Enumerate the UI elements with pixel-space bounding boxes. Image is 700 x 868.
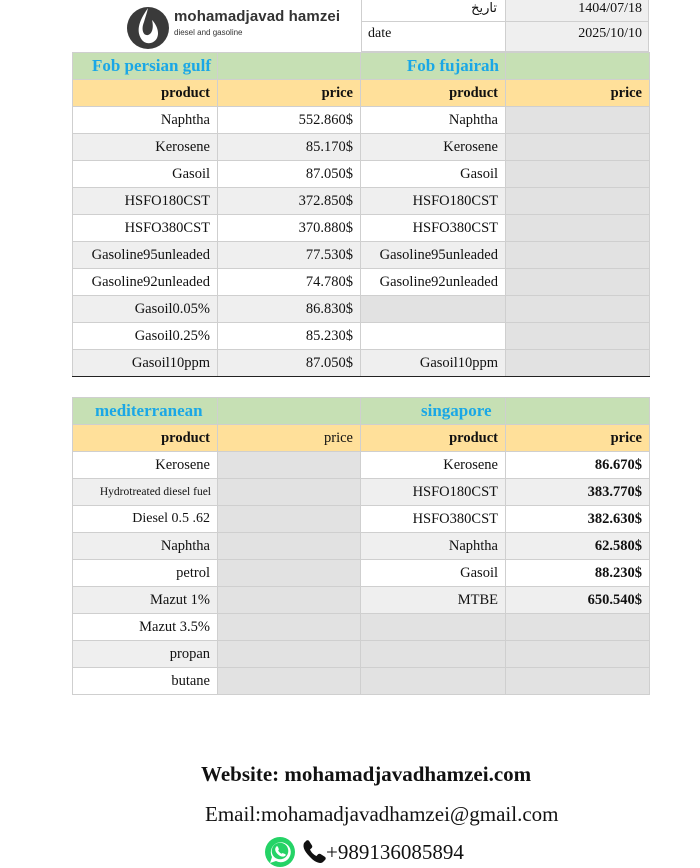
date-value: 2025/10/10 <box>505 21 649 52</box>
table-row <box>73 560 650 587</box>
price-cell: 382.630$ <box>506 506 650 533</box>
product-cell <box>361 296 506 323</box>
product-cell: HSFO180CST <box>73 188 218 215</box>
price-cell: 372.850$ <box>218 188 361 215</box>
price-cell <box>506 134 650 161</box>
column-header-product: product <box>361 80 506 107</box>
table-row <box>73 641 650 668</box>
price-cell: 552.860$ <box>218 107 361 134</box>
persian-date-value: 1404/07/18 <box>505 0 649 22</box>
product-cell: Mazut 3.5% <box>73 614 218 641</box>
table-row <box>73 452 650 479</box>
region-title-mediterranean: mediterranean <box>73 398 218 425</box>
product-cell: Gasoil <box>361 560 506 587</box>
product-cell: Naphtha <box>73 533 218 560</box>
table-row <box>73 161 650 188</box>
product-cell: petrol <box>73 560 218 587</box>
price-cell: 86.670$ <box>506 452 650 479</box>
date-label: date <box>361 21 506 52</box>
product-cell: Gasoil <box>361 161 506 188</box>
product-cell: HSFO380CST <box>73 215 218 242</box>
product-cell: Gasoil10ppm <box>361 350 506 377</box>
table-row <box>73 107 650 134</box>
product-cell <box>361 614 506 641</box>
price-cell <box>218 668 361 695</box>
column-header-price: price <box>218 425 361 452</box>
product-cell: Diesel 0.5 .62 <box>73 506 218 533</box>
table-row <box>73 323 650 350</box>
product-cell: HSFO380CST <box>361 506 506 533</box>
regional-price-table <box>72 397 650 695</box>
product-cell: Gasoil10ppm <box>73 350 218 377</box>
table-row <box>73 533 650 560</box>
brand-tagline: diesel and gasoline <box>174 28 243 37</box>
price-cell <box>506 188 650 215</box>
column-header-row <box>73 425 650 452</box>
phone-line[interactable] <box>264 836 700 863</box>
table-row <box>73 296 650 323</box>
fob-price-table <box>72 52 650 377</box>
price-cell <box>218 587 361 614</box>
product-cell <box>361 668 506 695</box>
price-cell <box>218 641 361 668</box>
price-cell <box>218 614 361 641</box>
price-cell <box>506 296 650 323</box>
price-cell <box>218 560 361 587</box>
product-cell: butane <box>73 668 218 695</box>
product-cell: HSFO180CST <box>361 479 506 506</box>
column-header-price: price <box>506 80 650 107</box>
persian-date-label: تاریخ <box>361 0 506 22</box>
phone-number: +989136085894 <box>326 840 464 864</box>
price-cell <box>506 269 650 296</box>
region-title-singapore: singapore <box>361 398 506 425</box>
region-title-persian-gulf: Fob persian gulf <box>73 53 218 80</box>
table-row <box>73 587 650 614</box>
product-cell: Hydrotreated diesel fuel <box>73 479 218 506</box>
brand-name: mohamadjavad hamzei <box>174 8 341 25</box>
product-cell: Mazut 1% <box>73 587 218 614</box>
table-row <box>73 668 650 695</box>
product-cell: Gasoline92unleaded <box>361 269 506 296</box>
document-header <box>72 0 649 52</box>
price-cell <box>218 452 361 479</box>
table-row <box>73 242 650 269</box>
product-cell: HSFO380CST <box>361 215 506 242</box>
product-cell: HSFO180CST <box>361 188 506 215</box>
column-header-price: price <box>218 80 361 107</box>
price-cell <box>506 641 650 668</box>
price-cell: 87.050$ <box>218 161 361 188</box>
table-row <box>73 188 650 215</box>
product-cell <box>361 323 506 350</box>
price-cell <box>506 161 650 188</box>
price-cell <box>506 350 650 377</box>
product-cell: Gasoline95unleaded <box>361 242 506 269</box>
product-cell: Naphtha <box>361 533 506 560</box>
price-cell: 88.230$ <box>506 560 650 587</box>
product-cell: Gasoline95unleaded <box>73 242 218 269</box>
product-cell: MTBE <box>361 587 506 614</box>
region-title-fujairah: Fob fujairah <box>361 53 506 80</box>
table-row <box>73 350 650 377</box>
price-cell <box>218 506 361 533</box>
price-cell: 85.170$ <box>218 134 361 161</box>
title-spacer <box>506 53 650 80</box>
price-cell: 74.780$ <box>218 269 361 296</box>
column-header-product: product <box>73 80 218 107</box>
whatsapp-icon[interactable] <box>264 836 296 868</box>
product-cell <box>361 641 506 668</box>
table-row <box>73 614 650 641</box>
table-row <box>73 506 650 533</box>
region-title-row <box>73 53 650 80</box>
title-spacer <box>218 53 361 80</box>
price-cell: 85.230$ <box>218 323 361 350</box>
product-cell: Kerosene <box>73 452 218 479</box>
price-cell <box>506 242 650 269</box>
region-title-row <box>73 398 650 425</box>
price-cell <box>506 323 650 350</box>
price-cell <box>506 107 650 134</box>
price-cell <box>218 533 361 560</box>
price-cell: 62.580$ <box>506 533 650 560</box>
title-spacer <box>218 398 361 425</box>
price-cell: 383.770$ <box>506 479 650 506</box>
email-line[interactable]: Email:mohamadjavadhamzei@gmail.com <box>205 802 559 826</box>
price-cell <box>506 614 650 641</box>
price-cell: 86.830$ <box>218 296 361 323</box>
phone-icon[interactable] <box>301 839 327 865</box>
product-cell: Naphtha <box>73 107 218 134</box>
price-cell <box>506 668 650 695</box>
product-cell: Gasoline92unleaded <box>73 269 218 296</box>
price-cell: 87.050$ <box>218 350 361 377</box>
column-header-product: product <box>361 425 506 452</box>
product-cell: Kerosene <box>73 134 218 161</box>
column-header-product: product <box>73 425 218 452</box>
column-header-price: price <box>506 425 650 452</box>
product-cell: Gasoil0.25% <box>73 323 218 350</box>
product-cell: Gasoil0.05% <box>73 296 218 323</box>
price-cell <box>218 479 361 506</box>
title-spacer <box>506 398 650 425</box>
table-row <box>73 134 650 161</box>
price-cell: 370.880$ <box>218 215 361 242</box>
drop-logo-icon <box>124 2 172 50</box>
website-line[interactable]: Website: mohamadjavadhamzei.com <box>201 762 532 786</box>
product-cell: Kerosene <box>361 134 506 161</box>
table-row <box>73 479 650 506</box>
table-row <box>73 269 650 296</box>
product-cell: Kerosene <box>361 452 506 479</box>
product-cell: Gasoil <box>73 161 218 188</box>
price-cell: 77.530$ <box>218 242 361 269</box>
column-header-row <box>73 80 650 107</box>
product-cell: Naphtha <box>361 107 506 134</box>
price-cell: 650.540$ <box>506 587 650 614</box>
table-row <box>73 215 650 242</box>
product-cell: propan <box>73 641 218 668</box>
price-cell <box>506 215 650 242</box>
